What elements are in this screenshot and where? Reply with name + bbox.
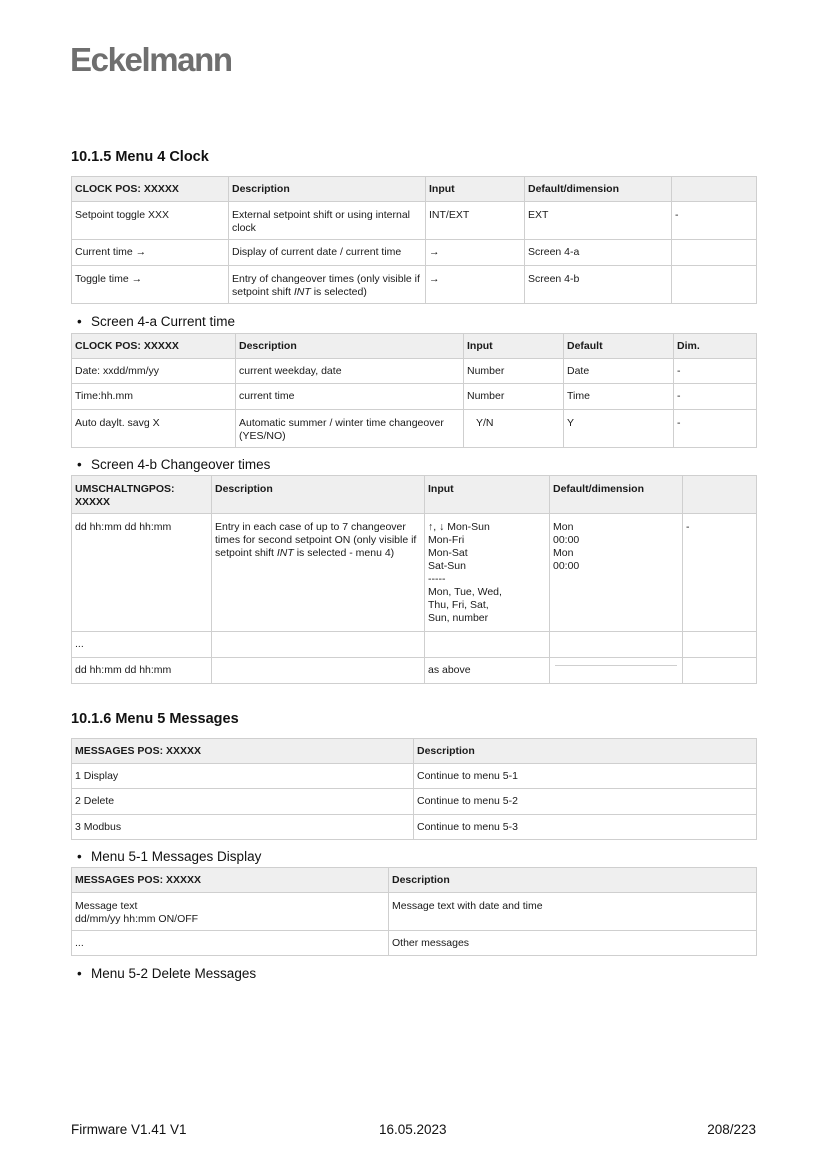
table-cell: - bbox=[672, 202, 757, 240]
table-cell bbox=[72, 893, 389, 931]
cell-text-italic: INT bbox=[293, 286, 311, 298]
clock-table bbox=[71, 176, 757, 304]
bullet-dot: • bbox=[77, 966, 82, 981]
input-line: Sat-Sun bbox=[428, 560, 466, 572]
table-header-row bbox=[72, 868, 757, 893]
table-cell: Date: xxdd/mm/yy bbox=[72, 359, 236, 384]
table-cell bbox=[550, 658, 683, 684]
table-row bbox=[72, 266, 757, 304]
table-cell: current weekday, date bbox=[236, 359, 464, 384]
table-cell bbox=[212, 632, 425, 658]
bullet-screen-4a bbox=[77, 314, 235, 329]
table-row bbox=[72, 359, 757, 384]
column-header: Input bbox=[425, 476, 550, 514]
table-cell: INT/EXT bbox=[426, 202, 525, 240]
table-cell: Date bbox=[564, 359, 674, 384]
input-line: ----- bbox=[428, 573, 446, 585]
cell-line: dd/mm/yy hh:mm ON/OFF bbox=[75, 913, 199, 925]
table-cell: 1 Display bbox=[72, 764, 414, 789]
table-row bbox=[72, 632, 757, 658]
table-cell bbox=[229, 266, 426, 304]
screen-4b-table bbox=[71, 475, 757, 684]
table-cell: Message text with date and time bbox=[389, 893, 757, 931]
table-cell: - bbox=[674, 359, 757, 384]
table-cell bbox=[212, 514, 425, 632]
column-header: Description bbox=[229, 177, 426, 202]
table-cell: Continue to menu 5-3 bbox=[414, 815, 757, 840]
divider bbox=[555, 665, 677, 666]
table-cell: Number bbox=[464, 384, 564, 410]
table-cell bbox=[550, 514, 683, 632]
table-cell: Y bbox=[564, 410, 674, 448]
table-cell: current time bbox=[236, 384, 464, 410]
bullet-dot: • bbox=[77, 457, 82, 472]
footer-firmware: Firmware V1.41 V1 bbox=[71, 1122, 187, 1137]
bullet-dot: • bbox=[77, 314, 82, 329]
table-cell: Setpoint toggle XXX bbox=[72, 202, 229, 240]
input-line: Sun, number bbox=[428, 612, 489, 624]
column-header: Description bbox=[236, 334, 464, 359]
table-cell: - bbox=[674, 384, 757, 410]
column-header: Description bbox=[414, 739, 757, 764]
bullet-menu-5-2 bbox=[77, 966, 256, 981]
table-cell: Display of current date / current time bbox=[229, 240, 426, 266]
column-header: Default/dimension bbox=[550, 476, 683, 514]
table-cell bbox=[683, 658, 757, 684]
table-cell bbox=[683, 632, 757, 658]
table-cell bbox=[425, 514, 550, 632]
table-row bbox=[72, 931, 757, 956]
table-cell bbox=[212, 658, 425, 684]
column-header: Input bbox=[464, 334, 564, 359]
table-cell bbox=[672, 240, 757, 266]
table-cell: Continue to menu 5-2 bbox=[414, 789, 757, 815]
table-header-row bbox=[72, 334, 757, 359]
table-cell: Automatic summer / winter time changeover (YES/NO) bbox=[236, 410, 464, 448]
table-cell: → bbox=[426, 240, 525, 266]
table-row bbox=[72, 410, 757, 448]
bullet-screen-4b bbox=[77, 457, 270, 472]
table-cell: EXT bbox=[525, 202, 672, 240]
table-cell: Time bbox=[564, 384, 674, 410]
footer-date: 16.05.2023 bbox=[379, 1122, 447, 1137]
cell-text-italic: INT bbox=[276, 547, 294, 559]
table-row bbox=[72, 202, 757, 240]
table-header-row bbox=[72, 177, 757, 202]
input-line: Mon-Sat bbox=[428, 547, 468, 559]
table-cell: - bbox=[683, 514, 757, 632]
table-cell: → bbox=[426, 266, 525, 304]
default-line: Mon bbox=[553, 521, 574, 533]
table-cell bbox=[550, 632, 683, 658]
cell-text: is selected) bbox=[310, 286, 367, 298]
column-header: Input bbox=[426, 177, 525, 202]
table-cell: Y/N bbox=[464, 410, 564, 448]
table-row bbox=[72, 240, 757, 266]
table-cell: Other messages bbox=[389, 931, 757, 956]
table-header-row bbox=[72, 476, 757, 514]
section-heading-messages: 10.1.6 Menu 5 Messages bbox=[71, 711, 239, 727]
table-cell: as above bbox=[425, 658, 550, 684]
table-cell: 3 Modbus bbox=[72, 815, 414, 840]
table-cell: ... bbox=[72, 632, 212, 658]
table-row bbox=[72, 764, 757, 789]
table-header-row bbox=[72, 739, 757, 764]
table-row bbox=[72, 658, 757, 684]
table-cell: 2 Delete bbox=[72, 789, 414, 815]
default-line: Mon bbox=[553, 547, 574, 559]
cell-line: Message text bbox=[75, 900, 138, 912]
table-row bbox=[72, 815, 757, 840]
section-heading-clock: 10.1.5 Menu 4 Clock bbox=[71, 149, 209, 165]
column-header: CLOCK POS: XXXXX bbox=[72, 177, 229, 202]
table-cell: dd hh:mm dd hh:mm bbox=[72, 514, 212, 632]
input-line: Mon, Tue, Wed, bbox=[428, 586, 502, 598]
table-cell: Continue to menu 5-1 bbox=[414, 764, 757, 789]
table-row bbox=[72, 789, 757, 815]
column-header: UMSCHALTNGPOS: XXXXX bbox=[72, 476, 212, 514]
table-cell: Current time → bbox=[72, 240, 229, 266]
column-header bbox=[672, 177, 757, 202]
column-header: Dim. bbox=[674, 334, 757, 359]
cell-text: Entry of changeover times (only visible if setpoint shift bbox=[232, 273, 420, 298]
default-line: 00:00 bbox=[553, 534, 580, 546]
bullet-text: Screen 4-a Current time bbox=[91, 314, 236, 329]
table-cell bbox=[672, 266, 757, 304]
messages-table bbox=[71, 738, 757, 840]
column-header: MESSAGES POS: XXXXX bbox=[72, 868, 389, 893]
bullet-text: Screen 4-b Changeover times bbox=[91, 457, 271, 472]
bullet-menu-5-1 bbox=[77, 849, 261, 864]
bullet-text: Menu 5-2 Delete Messages bbox=[91, 966, 257, 981]
messages-display-table bbox=[71, 867, 757, 956]
input-line: Mon-Fri bbox=[428, 534, 465, 546]
table-cell: dd hh:mm dd hh:mm bbox=[72, 658, 212, 684]
table-cell: Auto daylt. savg X bbox=[72, 410, 236, 448]
table-row bbox=[72, 893, 757, 931]
column-header: Description bbox=[212, 476, 425, 514]
table-row bbox=[72, 514, 757, 632]
table-cell bbox=[425, 632, 550, 658]
bullet-text: Menu 5-1 Messages Display bbox=[91, 849, 262, 864]
input-line: Thu, Fri, Sat, bbox=[428, 599, 489, 611]
bullet-dot: • bbox=[77, 849, 82, 864]
cell-text: Entry in each case of up to 7 changeover times for second setpoint ON (only visible if setpoint shift bbox=[215, 521, 417, 559]
column-header bbox=[683, 476, 757, 514]
table-cell: External setpoint shift or using internal clock bbox=[229, 202, 426, 240]
table-cell: Number bbox=[464, 359, 564, 384]
default-line: 00:00 bbox=[553, 560, 580, 572]
table-cell: - bbox=[674, 410, 757, 448]
table-cell: Screen 4-a bbox=[525, 240, 672, 266]
column-header: Default/dimension bbox=[525, 177, 672, 202]
cell-text: is selected - menu 4) bbox=[293, 547, 395, 559]
input-line: ↑, ↓ Mon-Sun bbox=[428, 521, 490, 533]
column-header: Description bbox=[389, 868, 757, 893]
screen-4a-table bbox=[71, 333, 757, 448]
table-row bbox=[72, 384, 757, 410]
company-logo: Eckelmann bbox=[70, 41, 232, 78]
table-cell: Time:hh.mm bbox=[72, 384, 236, 410]
footer-page-number: 208/223 bbox=[707, 1122, 756, 1137]
column-header: Default bbox=[564, 334, 674, 359]
table-cell: Screen 4-b bbox=[525, 266, 672, 304]
column-header: MESSAGES POS: XXXXX bbox=[72, 739, 414, 764]
table-cell: ... bbox=[72, 931, 389, 956]
column-header: CLOCK POS: XXXXX bbox=[72, 334, 236, 359]
table-cell: Toggle time → bbox=[72, 266, 229, 304]
